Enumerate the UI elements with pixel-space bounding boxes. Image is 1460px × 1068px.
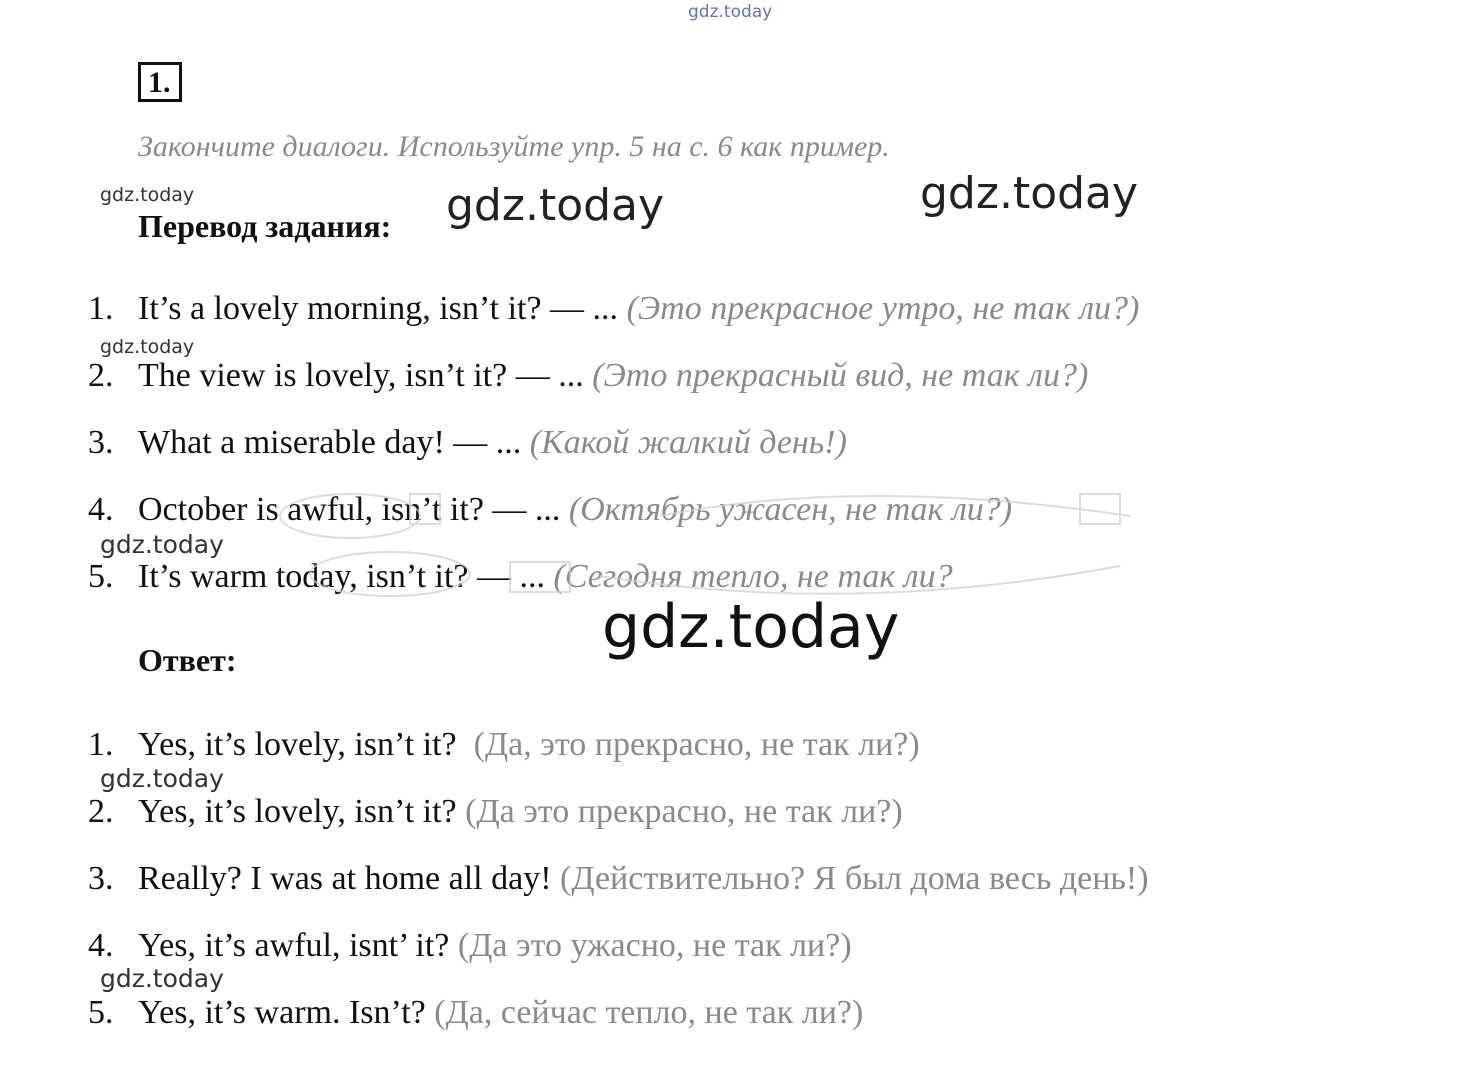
task-text: The view is lovely, isn’t it? — ... xyxy=(138,357,584,394)
answer-text: Yes, it’s lovely, isn’t it? xyxy=(138,726,457,763)
scan-artifact-overlay xyxy=(180,486,1280,606)
watermark-small: gdz.today xyxy=(100,964,224,993)
task-item xyxy=(88,424,847,462)
item-number: 5. xyxy=(88,994,114,1031)
task-translation: (Какой жалкий день!) xyxy=(529,424,847,461)
answer-heading: Ответ: xyxy=(138,642,237,678)
answer-item xyxy=(88,860,1149,898)
watermark-small: gdz.today xyxy=(100,336,195,358)
item-number: 1. xyxy=(88,290,114,327)
answer-item xyxy=(88,726,920,764)
task-text: October is awful, isn’t it? — ... xyxy=(138,491,561,528)
translation-heading: Перевод задания: xyxy=(138,208,392,244)
answer-translation: (Да, это прекрасно, не так ли?) xyxy=(473,726,920,763)
task-text: It’s a lovely morning, isn’t it? — ... xyxy=(138,290,619,327)
task-text: What a miserable day! — ... xyxy=(138,424,522,461)
task-item xyxy=(88,290,1139,328)
answer-translation: (Да это ужасно, не так ли?) xyxy=(457,927,852,964)
answer-item xyxy=(88,793,903,831)
answer-translation: (Да, сейчас тепло, не так ли?) xyxy=(434,994,864,1031)
answer-item xyxy=(88,927,852,965)
watermark-small: gdz.today xyxy=(100,184,195,206)
exercise-instruction: Закончите диалоги. Используйте упр. 5 на с. 6 как пример. xyxy=(138,130,890,163)
answer-text: Yes, it’s lovely, isn’t it? xyxy=(138,793,457,830)
watermark-medium: gdz.today xyxy=(920,168,1139,219)
answer-translation: (Действительно? Я был дома весь день!) xyxy=(560,860,1149,897)
answer-item xyxy=(88,994,863,1032)
exercise-number: 1. xyxy=(138,62,182,102)
watermark-small: gdz.today xyxy=(100,764,224,793)
task-translation: (Это прекрасное утро, не так ли?) xyxy=(626,290,1140,327)
watermark-top: gdz.today xyxy=(688,2,773,22)
task-translation: (Октябрь ужасен, не так ли?) xyxy=(568,491,1013,528)
watermark-large: gdz.today xyxy=(602,592,900,662)
task-translation: (Сегодня тепло, не так ли? xyxy=(553,558,953,595)
watermark-medium: gdz.today xyxy=(446,180,665,231)
task-text: It’s warm today, isn’t it? — ... xyxy=(138,558,546,595)
watermark-small: gdz.today xyxy=(100,530,224,559)
item-number: 5. xyxy=(88,558,114,595)
item-number: 4. xyxy=(88,927,114,964)
answer-text: Really? I was at home all day! xyxy=(138,860,552,897)
item-number: 3. xyxy=(88,424,114,461)
task-translation: (Это прекрасный вид, не так ли?) xyxy=(592,357,1089,394)
item-number: 4. xyxy=(88,491,114,528)
answer-text: Yes, it’s warm. Isn’t? xyxy=(138,994,426,1031)
item-number: 2. xyxy=(88,357,114,394)
answer-translation: (Да это прекрасно, не так ли?) xyxy=(465,793,903,830)
item-number: 2. xyxy=(88,793,114,830)
task-item xyxy=(88,357,1088,395)
answer-text: Yes, it’s awful, isnt’ it? xyxy=(138,927,450,964)
item-number: 3. xyxy=(88,860,114,897)
item-number: 1. xyxy=(88,726,114,763)
